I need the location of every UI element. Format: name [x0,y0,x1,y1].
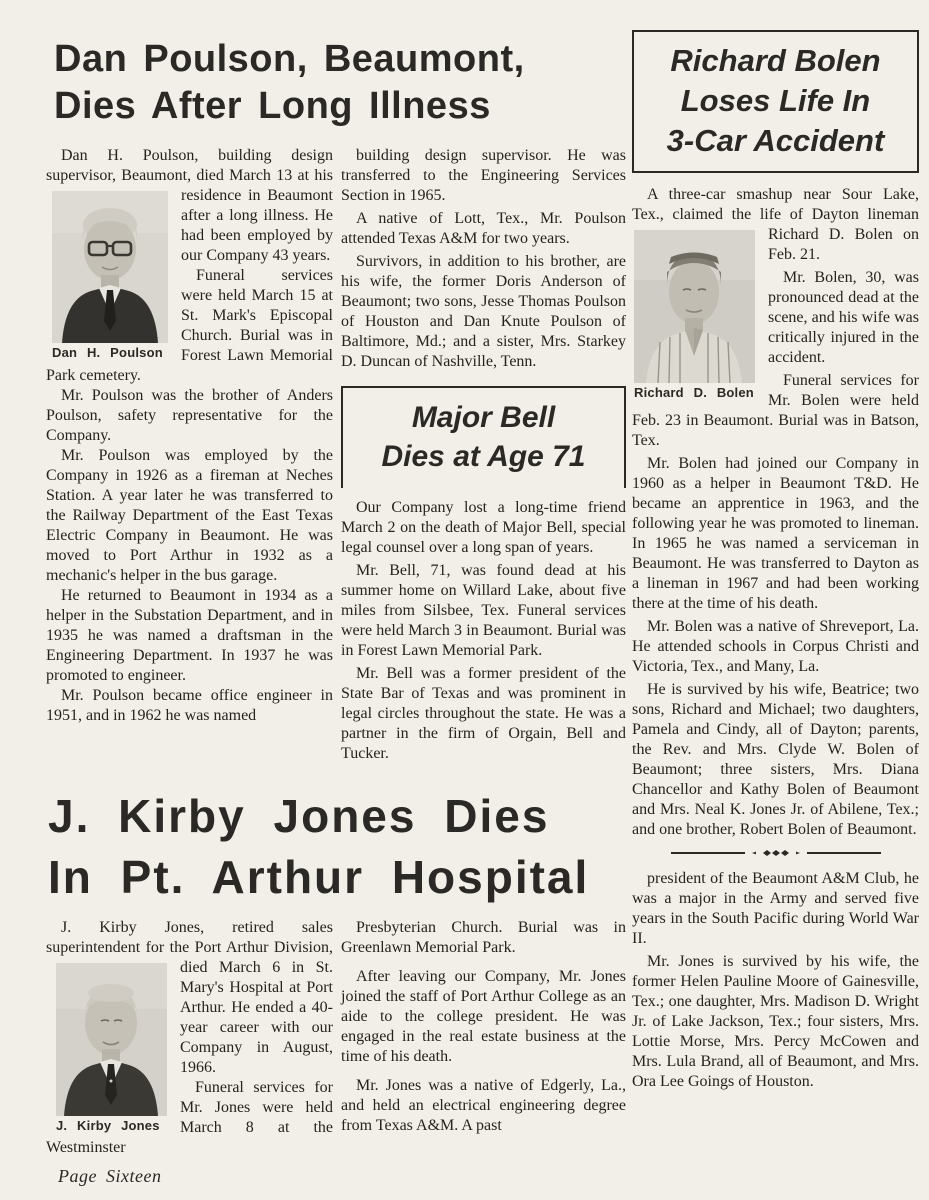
article-paragraph: Mr. Bolen was a native of Shreveport, La. He attended schools in Corpus Christi and Victoria, Tex., and Many, La. [632,618,919,675]
article-paragraph: Mr. Bell, 71, was found dead at his summer home on Willard Lake, about five miles from Silsbee, Tex. Funeral services were held March 3 in Beaumont. Burial was in Forest Lawn Memorial Park. [341,562,626,659]
jones-article-col2 [341,918,626,1136]
divider-rule-right [807,852,881,854]
jones-photo-caption: J. Kirby Jones [56,1118,160,1133]
article-paragraph: Mr. Bolen, 30, was pronounced dead at the scene, and his wife was critically injured in the accident. [768,269,919,366]
poulson-photo-figure [52,191,168,363]
article-paragraph: Survivors, in addition to his brother, are his wife, the former Doris Anderson of Beaumont; two sons, Jesse Thomas Poulson of Houston and Dan Knute Poulson of Baltimore, Md.; and a sister, Mrs. Starkey D. Duncan of Nashville, Tenn. [341,253,626,370]
bolen-headline-line3: 3-Car Accident [666,123,885,158]
article-paragraph: Mr. Poulson became office engineer in 1951, and in 1962 he was named [46,687,333,724]
bolen-p1-lead: A three-car smashup near Sour Lake, Tex., claimed the life of Dayton [632,186,919,223]
jones-photo-figure [56,963,167,1136]
poulson-p1-rest: at his residence in Beaumont after a long illness. He had been employed by our Company 43 years. [181,167,333,264]
article-paragraph: president of the Beaumont A&M Club, he was a major in the Army and served five years in the South Pacific during World War II. [632,870,919,947]
article-paragraph: Mr. Bell was a former president of the State Bar of Texas and was prominent in legal circles throughout the state. He was a partner in the firm of Orgain, Bell and Tucker. [341,665,626,762]
richard-bolen-portrait-photo [634,230,755,383]
article-paragraph: Funeral services were held March 15 at St. Mark's Episcopal Church. Burial was in Forest Lawn Memorial Park cemetery. [46,267,333,384]
jones-p1-rest: died March 6 in St. Mary's Hospital at Port Arthur. He ended a 40-year career with our Company in August, 1966. [180,959,333,1076]
article-paragraph: Mr. Poulson was employed by the Company in 1926 as a fireman at Neches Station. A year later he was transferred to the Railway Department of the East Texas Electric Company in Beaumont. He was moved to Port Arthur in 1932 as a mechanic's helper in the bus garage. [46,447,333,584]
article-paragraph: He is survived by his wife, Beatrice; two sons, Richard and Michael; two daughters, Pamela and Cindy, all of Dayton; parents, the Rev. and Mrs. Clyde W. Bolen of Beaumont; three sisters, Mrs. Diana Chancellor and Kathy Bolen of Beaumont and Mrs. Neal K. Jones Jr. of Abilene, Tex.; and one brother, Robert Bolen of Beaumont. [632,681,919,838]
poulson-photo-caption: Dan H. Poulson [52,345,163,360]
article-paragraph: After leaving our Company, Mr. Jones joined the staff of Port Arthur College as an aide to the college president. He was engaged in the real estate business at the time of his death. [341,968,626,1065]
jones-headline-line1: J. Kirby Jones Dies [48,790,550,842]
poulson-p1-lead: Dan H. Poulson, building design supervisor, Beaumont, died March 13 [46,147,333,184]
bolen-headline-line2: Loses Life In [680,83,871,118]
bolen-headline-box [632,30,919,173]
bell-headline-box [341,386,626,488]
poulson-headline [54,36,632,130]
article-paragraph: Funeral services for Mr. Jones were held March 8 at the Westminster [46,1079,333,1156]
jones-article-col1 [46,918,333,1158]
bolen-headline-line1: Richard Bolen [670,43,881,78]
article-paragraph: Mr. Jones is survived by his wife, the former Helen Pauline Moore of Gainesville, Tex.; one daughter, Mrs. Madison D. Wright Jr. of Lake Jackson, Tex.; four sisters, Mrs. Lottie Morse, Mrs. Percy McCowen and Mrs. Lula Brand, all of Beaumont, and Mrs. Ora Lee Goings of Houston. [632,953,919,1090]
jones-p1-lead: J. Kirby Jones, retired sales superintendent for the Port Arthur Division, [46,919,333,956]
poulson-headline-line2: Dies After Long Illness [54,85,491,127]
dan-poulson-portrait-photo [52,191,168,343]
page-number: Page Sixteen [58,1166,162,1186]
article-paragraph: Presbyterian Church. Burial was in Greenlawn Memorial Park. [341,919,626,956]
bolen-photo-figure [634,230,755,403]
article-paragraph: Our Company lost a long-time friend March 2 on the death of Major Bell, special legal counsel over a long span of years. [341,499,626,556]
divider-rule-left [671,852,745,854]
poulson-article-col1 [46,146,333,726]
jones-headline-line2: In Pt. Arthur Hospital [48,851,590,903]
kirby-jones-portrait-photo [56,963,167,1116]
article-paragraph: Mr. Bolen had joined our Company in 1960 as a helper in Beaumont T&D. He became an apprentice in 1963, and the following year he was promoted to lineman. In 1965 he was named a serviceman in Beaumont. He was transferred to Dayton as a lineman in 1967 and had been working there at the time of his death. [632,455,919,612]
diamond-ornament-icon [750,849,802,857]
bolen-photo-caption: Richard D. Bolen [634,385,754,400]
bolen-article-col [632,30,919,1092]
section-divider [671,849,881,857]
bell-headline-line2: Dies at Age 71 [381,440,586,473]
poulson-article-col2 [341,146,626,764]
article-paragraph: Mr. Jones was a native of Edgerly, La., and held an electrical engineering degree from Texas A&M. A past [341,1077,626,1134]
bell-headline-line1: Major Bell [411,401,556,434]
jones-headline [48,786,638,908]
article-paragraph: Mr. Poulson was the brother of Anders Poulson, safety representative for the Company. [46,387,333,444]
article-paragraph: Funeral services for Mr. Bolen were held Feb. 23 in Beaumont. Burial was in Batson, Tex. [632,372,919,449]
article-paragraph: He returned to Beaumont in 1934 as a helper in the Substation Department, and in 1935 he was named a draftsman in the Engineering Department. In 1937 he was promoted to engineer. [46,587,333,684]
poulson-headline-line1: Dan Poulson, Beaumont, [54,38,525,80]
article-paragraph: building design supervisor. He was transferred to the Engineering Services Section in 1965. [341,147,626,204]
bolen-p1-rest: lineman Richard D. Bolen on Feb. 21. [768,206,919,263]
article-paragraph: A native of Lott, Tex., Mr. Poulson attended Texas A&M for two years. [341,210,626,247]
